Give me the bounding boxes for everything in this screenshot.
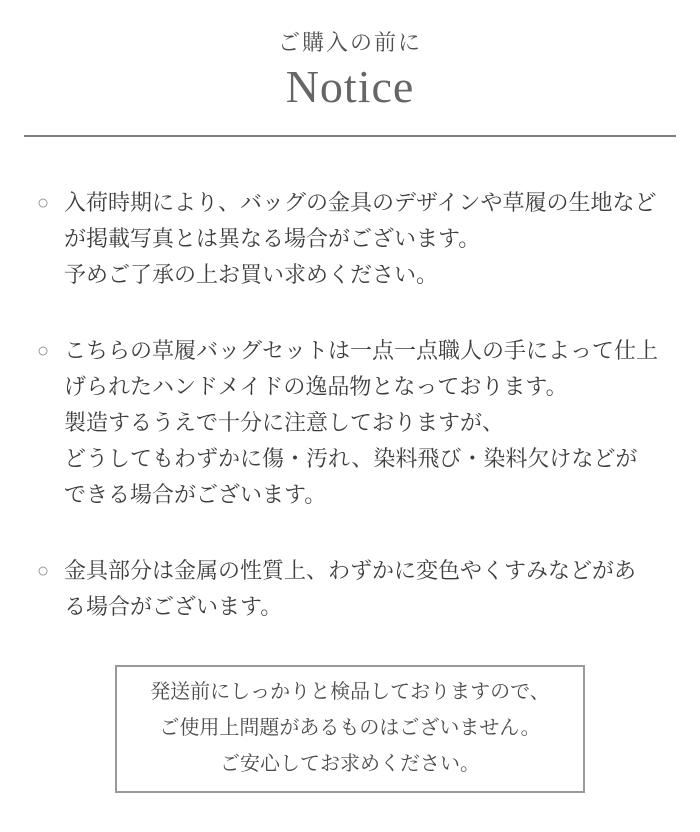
notice-line: できる場合がございます。 <box>64 482 327 507</box>
notice-line: 予めご了承の上お買い求めください。 <box>64 262 439 287</box>
notice-line: 製造するうえで十分に注意しておりますが、 <box>64 410 505 435</box>
notice-line: どうしてもわずかに傷・汚れ、染料飛び・染料欠けなどが <box>64 446 638 471</box>
assurance-box <box>115 665 585 793</box>
notice-text <box>64 333 672 513</box>
notice-text <box>64 185 672 293</box>
notice-line: 入荷時期により、バッグの金具のデザインや草履の生地など <box>64 190 657 215</box>
notice-line: げられたハンドメイドの逸品物となっております。 <box>64 374 568 399</box>
notice-list <box>0 137 700 625</box>
page-title: Notice <box>285 61 415 112</box>
notice-item-handmade <box>37 333 672 513</box>
header-subtitle: ご購入の前に <box>277 30 422 55</box>
notice-line: 金具部分は金属の性質上、わずかに変色やくすみなどがあ <box>64 558 637 583</box>
circle-bullet-icon: ○ <box>37 560 50 582</box>
notice-line: が掲載写真とは異なる場合がございます。 <box>64 226 481 251</box>
circle-bullet-icon: ○ <box>37 192 50 214</box>
assurance-line: ご使用上問題があるものはございません。 <box>159 717 541 739</box>
notice-item-stock-variation <box>37 185 672 293</box>
notice-text <box>64 553 672 625</box>
notice-item-metal-parts <box>37 553 672 625</box>
header <box>0 0 700 112</box>
notice-line: る場合がございます。 <box>64 594 283 619</box>
circle-bullet-icon: ○ <box>37 340 50 362</box>
notice-line: こちらの草履バッグセットは一点一点職人の手によって仕上 <box>64 338 659 363</box>
assurance-line: 発送前にしっかりと検品しておりますので、 <box>150 681 550 703</box>
assurance-line: ご安心してお求めください。 <box>220 753 480 775</box>
